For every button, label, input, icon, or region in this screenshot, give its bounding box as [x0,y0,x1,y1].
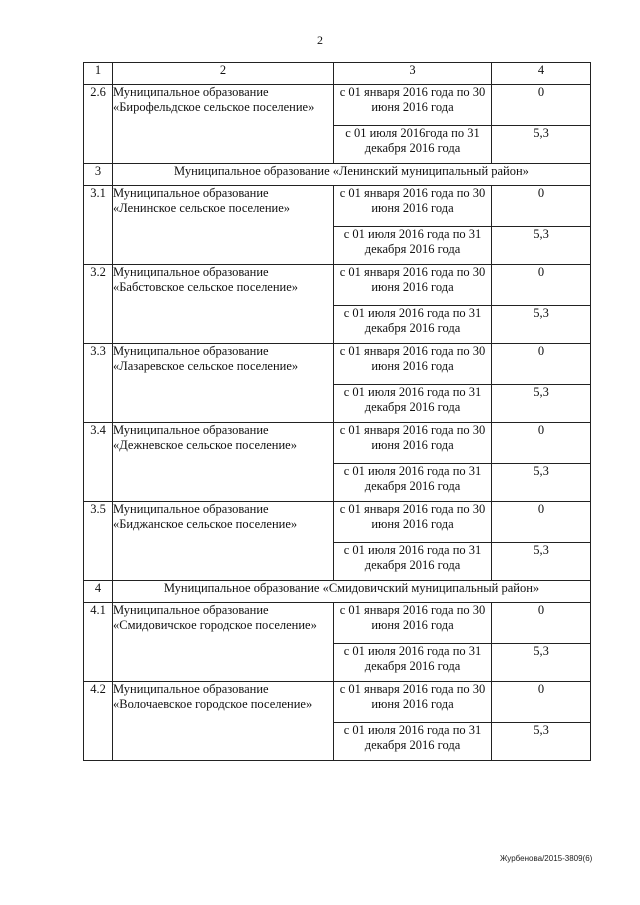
period-first-half: с 01 января 2016 года по 30 июня 2016 года [334,265,492,306]
district-name: Муниципальное образование «Ленинский муниципальный район» [113,164,591,186]
rate-first-half: 0 [492,423,591,464]
rate-first-half: 0 [492,682,591,723]
entity-row [84,682,591,723]
entity-row [84,344,591,385]
period-first-half: с 01 января 2016 года по 30 июня 2016 года [334,603,492,644]
header-cell-1: 1 [84,63,113,85]
row-number: 3.4 [84,423,113,502]
header-row [84,63,591,85]
page-number: 2 [317,33,323,47]
row-number: 4.1 [84,603,113,682]
entity-row [84,85,591,126]
entity-name: Муниципальное образование «Ленинское сельское поселение» [113,186,334,265]
entity-row [84,423,591,464]
header-cell-2: 2 [113,63,334,85]
row-number: 3.1 [84,186,113,265]
period-first-half: с 01 января 2016 года по 30 июня 2016 года [334,186,492,227]
rates-table [83,62,591,761]
period-second-half: с 01 июля 2016 года по 31 декабря 2016 года [334,385,492,423]
entity-name: Муниципальное образование «Волочаевское городское поселение» [113,682,334,761]
rate-first-half: 0 [492,186,591,227]
row-number: 3.2 [84,265,113,344]
entity-name: Муниципальное образование «Биджанское сельское поселение» [113,502,334,581]
period-second-half: с 01 июля 2016 года по 31 декабря 2016 года [334,543,492,581]
entity-name: Муниципальное образование «Лазаревское сельское поселение» [113,344,334,423]
period-second-half: с 01 июля 2016года по 31 декабря 2016 года [334,126,492,164]
row-number: 4 [84,581,113,603]
row-number: 4.2 [84,682,113,761]
district-row [84,164,591,186]
header-cell-4: 4 [492,63,591,85]
row-number: 3.3 [84,344,113,423]
entity-name: Муниципальное образование «Бабстовское сельское поселение» [113,265,334,344]
entity-row [84,265,591,306]
rate-first-half: 0 [492,502,591,543]
period-second-half: с 01 июля 2016 года по 31 декабря 2016 года [334,723,492,761]
header-cell-3: 3 [334,63,492,85]
period-second-half: с 01 июля 2016 года по 31 декабря 2016 года [334,464,492,502]
entity-name: Муниципальное образование «Дежневское сельское поселение» [113,423,334,502]
period-second-half: с 01 июля 2016 года по 31 декабря 2016 года [334,644,492,682]
period-first-half: с 01 января 2016 года по 30 июня 2016 года [334,344,492,385]
rate-second-half: 5,3 [492,723,591,761]
rate-second-half: 5,3 [492,227,591,265]
entity-name: Муниципальное образование «Бирофельдское сельское поселение» [113,85,334,164]
row-number: 2.6 [84,85,113,164]
period-second-half: с 01 июля 2016 года по 31 декабря 2016 года [334,306,492,344]
rate-first-half: 0 [492,344,591,385]
entity-row [84,502,591,543]
rate-first-half: 0 [492,85,591,126]
period-first-half: с 01 января 2016 года по 30 июня 2016 года [334,423,492,464]
period-first-half: с 01 января 2016 года по 30 июня 2016 года [334,502,492,543]
period-second-half: с 01 июля 2016 года по 31 декабря 2016 года [334,227,492,265]
rate-second-half: 5,3 [492,126,591,164]
document-code: Журбенова/2015-3809(6) [500,854,593,863]
rate-first-half: 0 [492,265,591,306]
district-row [84,581,591,603]
rate-first-half: 0 [492,603,591,644]
row-number: 3.5 [84,502,113,581]
period-first-half: с 01 января 2016 года по 30 июня 2016 года [334,85,492,126]
period-first-half: с 01 января 2016 года по 30 июня 2016 года [334,682,492,723]
entity-name: Муниципальное образование «Смидовичское городское поселение» [113,603,334,682]
district-name: Муниципальное образование «Смидовичский муниципальный район» [113,581,591,603]
rate-second-half: 5,3 [492,385,591,423]
row-number: 3 [84,164,113,186]
entity-row [84,603,591,644]
rate-second-half: 5,3 [492,543,591,581]
rate-second-half: 5,3 [492,464,591,502]
rate-second-half: 5,3 [492,306,591,344]
rate-second-half: 5,3 [492,644,591,682]
entity-row [84,186,591,227]
